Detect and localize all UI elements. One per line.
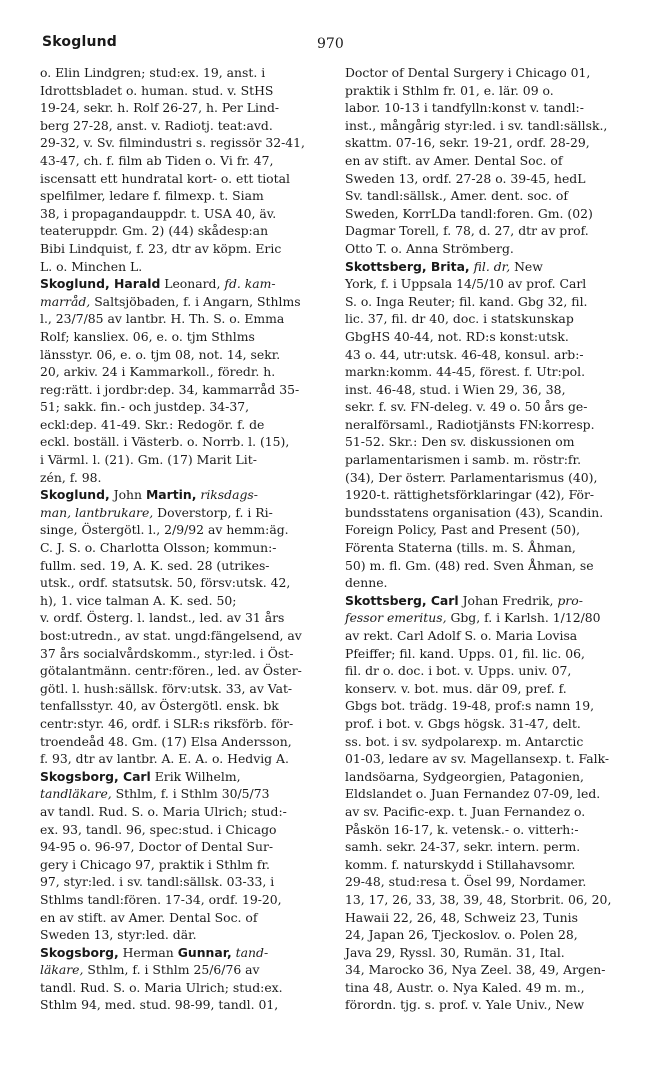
entry-title: pro- (557, 592, 583, 608)
text-line: v. ordf. Österg. l. landst., led. av 31 års (40, 610, 285, 626)
text-line: denne. (345, 575, 388, 591)
text-line: samh. sekr. 24-37, sekr. intern. perm. (345, 839, 581, 855)
text-line: fil. dr o. doc. i bot. v. Upps. univ. 07, (345, 663, 572, 679)
text-line: en av stift. av Amer. Dental Soc. of (345, 152, 563, 168)
text-line: Rolf; kansliex. 06, e. o. tjm Sthlms (40, 328, 255, 344)
text-line: en av stift. av Amer. Dental Soc. of (40, 909, 258, 925)
text-line: GbgHS 40-44, not. RD:s konst:utsk. (345, 328, 569, 344)
text-line: gery i Chicago 97, praktik i Sthlm fr. (40, 856, 270, 872)
text-line: 1920-t. rättighetsförklaringar (42), För- (345, 487, 595, 503)
text-line: komm. f. naturskydd i Stillahavsomr. (345, 856, 576, 872)
text-line: parlamentarismen i samb. m. röstr:fr. (345, 452, 582, 468)
text-line: tina 48, Austr. o. Nya Kaled. 49 m. m., (345, 979, 585, 995)
text-line: 29-32, v. Sv. filmindustri s. regissör 32-41, (40, 135, 305, 151)
entry-text: Saltsjöbaden, f. i Angarn, Sthlms (90, 293, 301, 309)
text-line: skattm. 07-16, sekr. 19-21, ordf. 28-29, (345, 135, 590, 151)
text-line: labor. 10-13 i tandfylln:konst v. tandl:- (345, 100, 584, 116)
text-line: inst., mångårig styr:led. i sv. tandl:sällsk., (345, 117, 608, 133)
text-line: av tandl. Rud. S. o. Maria Ulrich; stud:- (40, 803, 287, 819)
text-line: berg 27-28, anst. v. Radiotj. teat:avd. (40, 117, 273, 133)
entry-text: Doverstorp, f. i Ri- (153, 504, 273, 520)
text-line: troendeåd 48. Gm. (17) Elsa Andersson, (40, 733, 292, 749)
text-line: praktik i Sthlm fr. 01, e. lär. 09 o. (345, 82, 554, 98)
text-line (40, 961, 336, 979)
text-line: 34, Marocko 36, Nya Zeel. 38, 49, Argen- (345, 962, 606, 978)
entry-headword: Gunnar, (177, 944, 232, 960)
text-line: 51; sakk. fin.- och justdep. 34-37, (40, 399, 250, 415)
text-line: inst. 46-48, stud. i Wien 29, 36, 38, (345, 381, 566, 397)
text-line: Doctor of Dental Surgery i Chicago 01, (345, 65, 591, 80)
text-line: Sweden, KorrLDa tandl:foren. Gm. (02) (345, 205, 593, 221)
entry-title: fd. kam- (224, 276, 276, 292)
text-line: länsstyr. 06, e. o. tjm 08, not. 14, sekr. (40, 346, 281, 362)
text-line: Sweden 13, ordf. 27-28 o. 39-45, hedL (345, 170, 586, 186)
text-line (40, 293, 336, 311)
text-line: singe, Östergötl. l., 2/9/92 av hemm:äg. (40, 522, 289, 538)
text-line: Idrottsbladet o. human. stud. v. StHS (40, 82, 274, 98)
entry-headword: Skogsborg, (40, 944, 119, 960)
text-line: Sthlm 94, med. stud. 98-99, tandl. 01, (40, 997, 279, 1013)
text-line: av sv. Pacific-exp. t. Juan Fernandez o. (345, 803, 586, 819)
text-line (345, 609, 643, 627)
text-line: bundsstatens organisation (43), Scandin. (345, 504, 604, 520)
text-line (345, 592, 643, 610)
text-line: landsöarna, Sydgeorgien, Patagonien, (345, 768, 584, 784)
text-line: Sweden 13, styr:led. där. (40, 927, 197, 943)
entry-text: Sthlm, f. i Sthlm 25/6/76 av (83, 962, 260, 978)
text-line: Sv. tandl:sällsk., Amer. dent. soc. of (345, 188, 568, 204)
entry-text: Herman (118, 944, 178, 960)
text-line: 97, styr:led. i sv. tandl:sällsk. 03-33, i (40, 874, 275, 890)
text-line: Eldslandet o. Juan Fernandez 07-09, led. (345, 786, 601, 802)
text-line: Dagmar Torell, f. 78, d. 27, dtr av prof. (345, 223, 589, 239)
text-line: o. Elin Lindgren; stud:ex. 19, anst. i (40, 65, 266, 80)
text-line: Java 29, Ryssl. 30, Rumän. 31, Ital. (345, 944, 565, 960)
text-line: bost:utredn., av stat. ungd:fängelsend, av (40, 628, 302, 643)
text-line: ss. bot. i sv. sydpolarexp. m. Antarctic (345, 733, 584, 749)
text-line: 29-48, stud:resa t. Ösel 99, Nordamer. (345, 874, 587, 890)
entry-headword: Martin, (145, 487, 197, 503)
text-line: prof. i bot. v. Gbgs högsk. 31-47, delt. (345, 715, 581, 731)
text-line (40, 486, 336, 504)
entry-text: Gbg, f. i Karlsh. 1/12/80 (446, 610, 601, 626)
text-line: L. o. Minchen L. (40, 258, 143, 274)
text-line: neralförsaml., Radiotjänsts FN:korresp. (345, 416, 595, 432)
text-line: h), 1. vice talman A. K. sed. 50; (40, 592, 237, 608)
text-line: utsk., ordf. statsutsk. 50, försv:utsk. 42, (40, 575, 291, 591)
text-line: 38, i propagandauppdr. t. USA 40, äv. (40, 205, 277, 221)
text-line: ex. 93, tandl. 96, spec:stud. i Chicago (40, 821, 277, 837)
text-line: 19-24, sekr. h. Rolf 26-27, h. Per Lind- (40, 100, 280, 116)
text-line (40, 504, 336, 522)
text-line: Foreign Policy, Past and Present (50), (345, 522, 581, 538)
text-line: C. J. S. o. Charlotta Olsson; kommun:- (40, 540, 277, 556)
entry-text: Leonard, (160, 276, 225, 292)
text-line: sekr. f. sv. FN-deleg. v. 49 o. 50 års ge- (345, 399, 588, 415)
text-line: 43-47, ch. f. film ab Tiden o. Vi fr. 47, (40, 152, 274, 168)
text-line: Påskön 16-17, k. vetensk.- o. vitterh:- (345, 821, 579, 837)
entry-headword: Skoglund, Harald (40, 276, 161, 292)
text-line: 94-95 o. 96-97, Doctor of Dental Sur- (40, 839, 274, 855)
text-line: zén, f. 98. (40, 469, 102, 485)
text-line (40, 275, 336, 293)
text-line: Bibi Lindquist, f. 23, dtr av köpm. Eric (40, 240, 282, 256)
entry-title: tand- (231, 944, 269, 960)
text-line: 43 o. 44, utr:utsk. 46-48, konsul. arb:- (345, 346, 584, 362)
text-line: förordn. tjg. s. prof. v. Yale Univ., New (345, 997, 585, 1013)
text-line: iscensatt ett hundratal kort- o. ett tiotal (40, 170, 290, 186)
text-line: 37 års socialvårdskomm., styr:led. i Öst- (40, 645, 294, 661)
text-line: teateruppdr. Gm. 2) (44) skådesp:an (40, 223, 269, 239)
text-line: lic. 37, fil. dr 40, doc. i statskunskap (345, 311, 574, 327)
entry-headword: Skottsberg, Brita, (345, 258, 470, 274)
text-line (40, 944, 336, 962)
entry-text: Johan Fredrik, (458, 592, 558, 608)
text-line: (34), Der österr. Parlamentarismus (40), (345, 469, 598, 485)
text-line: 50) m. fl. Gm. (48) red. Sven Åhman, se (345, 557, 594, 573)
text-line: götl. l. hush:sällsk. förv:utsk. 33, av Vat- (40, 680, 293, 696)
entry-title: läkare, (40, 962, 84, 978)
text-line: Pfeiffer; fil. kand. Upps. 01, fil. lic. 06, (345, 645, 585, 661)
text-line: i Värml. l. (21). Gm. (17) Marit Lit- (40, 452, 257, 468)
entry-title: man, lantbrukare, (40, 504, 154, 520)
text-line: f. 93, dtr av lantbr. A. E. A. o. Hedvig A. (40, 751, 289, 767)
text-line: tenfallsstyr. 40, av Östergötl. ensk. bk (40, 698, 279, 714)
entry-headword: Skoglund, (40, 487, 110, 503)
text-line: Sthlms tandl:fören. 17-34, ordf. 19-20, (40, 891, 282, 907)
entry-headword: Skottsberg, Carl (345, 592, 459, 608)
text-line: Hawaii 22, 26, 48, Schweiz 23, Tunis (345, 909, 578, 925)
text-line: York, f. i Uppsala 14/5/10 av prof. Carl (345, 276, 587, 292)
text-line: tandl. Rud. S. o. Maria Ulrich; stud:ex. (40, 979, 283, 995)
text-line: centr:styr. 46, ordf. i SLR:s riksförb. för- (40, 715, 294, 731)
running-head: Skoglund (42, 34, 118, 50)
text-line: markn:komm. 44-45, förest. f. Utr:pol. (345, 364, 586, 380)
text-line: 01-03, ledare av sv. Magellansexp. t. Falk- (345, 751, 610, 767)
text-line: av rekt. Carl Adolf S. o. Maria Lovisa (345, 628, 578, 643)
entry-title: riksdags- (196, 487, 258, 503)
text-line: S. o. Inga Reuter; fil. kand. Gbg 32, fil. (345, 293, 588, 309)
entry-text: John (109, 487, 146, 503)
left-column (40, 64, 336, 1014)
text-line: eckl. boställ. i Västerb. o. Norrb. l. (15), (40, 434, 290, 450)
text-line: fullm. sed. 19, A. K. sed. 28 (utrikes- (40, 557, 270, 573)
text-line: konserv. v. bot. mus. där 09, pref. f. (345, 680, 567, 696)
text-line: reg:rätt. i jordbr:dep. 34, kammarråd 35- (40, 381, 300, 397)
text-line: spelfilmer, ledare f. filmexp. t. Siam (40, 188, 264, 204)
entry-title: marråd, (40, 293, 91, 309)
entry-text: New (510, 258, 543, 274)
text-line: Gbgs bot. trädg. 19-48, prof:s namn 19, (345, 698, 595, 714)
text-line (40, 785, 336, 803)
entry-headword: Skogsborg, Carl (40, 768, 151, 784)
text-line: 20, arkiv. 24 i Kammarkoll., föredr. h. (40, 364, 276, 380)
page-number: 970 (317, 36, 344, 52)
text-line: l., 23/7/85 av lantbr. H. Th. S. o. Emma (40, 311, 285, 327)
text-line (40, 768, 336, 786)
right-column (345, 64, 643, 1014)
text-line: 24, Japan 26, Tjeckoslov. o. Polen 28, (345, 927, 578, 943)
entry-title: fil. dr, (473, 258, 511, 274)
text-line: götalantmänn. centr:fören., led. av Öster- (40, 663, 302, 679)
text-line: Otto T. o. Anna Strömberg. (345, 240, 514, 256)
text-line: 13, 17, 26, 33, 38, 39, 48, Storbrit. 06, 20, (345, 891, 612, 907)
entry-text: Sthlm, f. i Sthlm 30/5/73 (111, 786, 270, 802)
text-line: eckl:dep. 41-49. Skr.: Redogör. f. de (40, 416, 265, 432)
text-line (345, 258, 643, 276)
entry-text: Erik Wilhelm, (150, 768, 241, 784)
entry-title: tandläkare, (40, 786, 112, 802)
text-line: Förenta Staterna (tills. m. S. Åhman, (345, 540, 576, 556)
text-line: 51-52. Skr.: Den sv. diskussionen om (345, 434, 575, 450)
entry-title: fessor emeritus, (345, 610, 447, 626)
